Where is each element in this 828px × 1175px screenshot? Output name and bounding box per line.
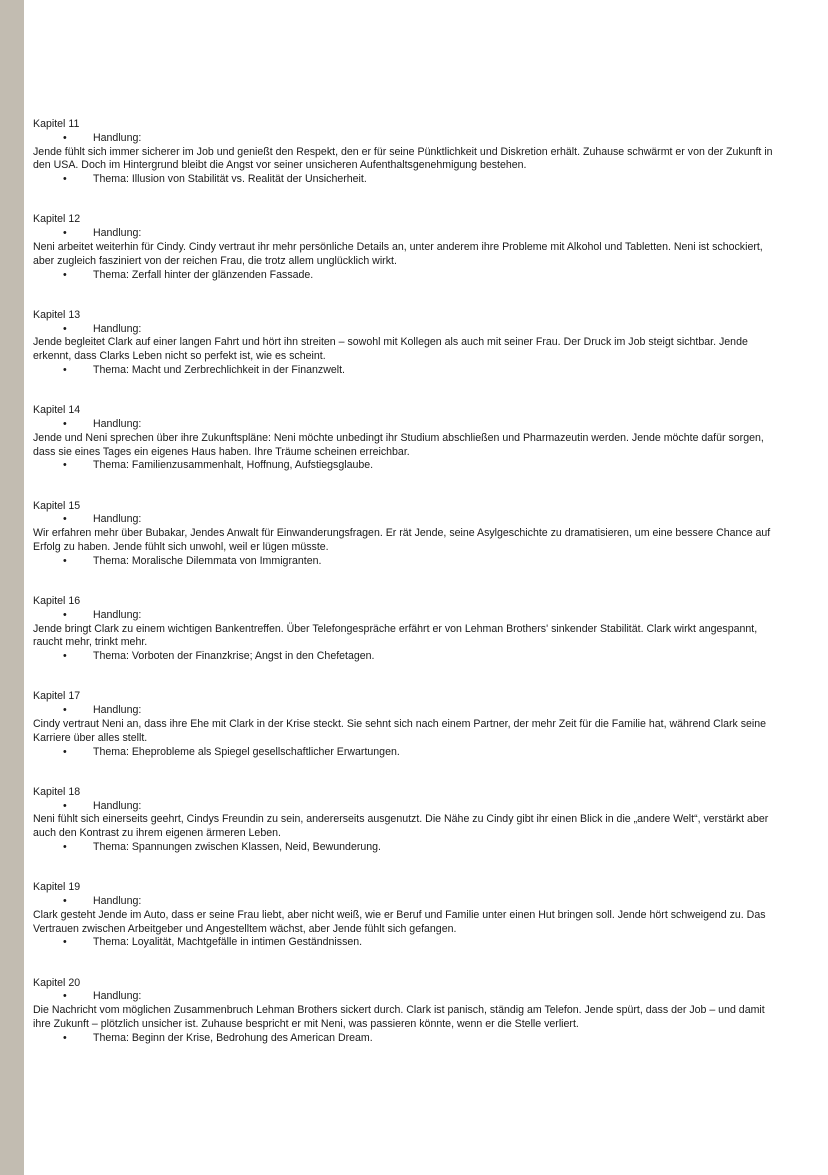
chapter-title: Kapitel 20: [33, 976, 81, 989]
document-page: [33, 118, 773, 1072]
chapter-title: Kapitel 15: [33, 499, 81, 512]
side-margin-bar: [0, 0, 24, 1175]
thema-text: Thema: Familienzusammenhalt, Hoffnung, Aufstiegsglaube.: [93, 459, 374, 472]
handlung-bullet: [33, 513, 773, 527]
chapter-16: [33, 595, 773, 690]
handlung-bullet: [33, 418, 773, 432]
chapter-title: Kapitel 16: [33, 594, 81, 607]
chapter-body: Neni fühlt sich einerseits geehrt, Cindys Freundin zu sein, andererseits ausgenutzt. Die Nähe zu Cindy gibt ihr einen Blick in die „andere Welt“, verstärkt aber auch den Kontrast zu ihrem eigenen ärmeren Leben.: [33, 813, 769, 840]
thema-text: Thema: Macht und Zerbrechlichkeit in der Finanzwelt.: [93, 363, 346, 376]
chapter-title: Kapitel 13: [33, 308, 81, 321]
bullet-icon: •: [63, 1031, 67, 1044]
handlung-bullet: [33, 895, 773, 909]
handlung-label: Handlung:: [93, 131, 142, 144]
handlung-label: Handlung:: [93, 990, 142, 1003]
chapter-body: Jende und Neni sprechen über ihre Zukunftspläne: Neni möchte unbedingt ihr Studium abschließen und Pharmazeutin werden. Jende möchte dafür sorgen, dass sie eines Tages ein eigenes Haus haben. Ihre Träume scheinen erreichbar.: [33, 431, 764, 458]
handlung-bullet: [33, 704, 773, 718]
bullet-icon: •: [63, 554, 67, 567]
handlung-label: Handlung:: [93, 417, 142, 430]
chapter-body: Jende fühlt sich immer sicherer im Job und genießt den Respekt, den er für seine Pünktlichkeit und Diskretion erhält. Zuhause schwärmt er von der Zukunft in den USA. Doch im Hintergrund bleibt die Angst vor seiner unsicheren Aufenthaltsgenehmigung bestehen.: [33, 145, 773, 172]
bullet-icon: •: [63, 417, 67, 430]
bullet-icon: •: [63, 894, 67, 907]
chapter-body: Cindy vertraut Neni an, dass ihre Ehe mit Clark in der Krise steckt. Sie sehnt sich nach einem Partner, der mehr Zeit für die Familie hat, während Clark seine Karriere über alles stellt.: [33, 717, 767, 744]
bullet-icon: •: [63, 268, 67, 281]
bullet-icon: •: [63, 322, 67, 335]
chapter-19: [33, 881, 773, 976]
bullet-icon: •: [63, 840, 67, 853]
handlung-label: Handlung:: [93, 227, 142, 240]
bullet-icon: •: [63, 745, 67, 758]
handlung-label: Handlung:: [93, 704, 142, 717]
bullet-icon: •: [63, 799, 67, 812]
chapter-12: [33, 213, 773, 308]
bullet-icon: •: [63, 936, 67, 949]
chapter-body: Die Nachricht vom möglichen Zusammenbruch Lehman Brothers sickert durch. Clark ist panisch, ständig am Telefon. Jende spürt, dass der Job – und damit ihre Zukunft – plötzlich unsicher ist. Zuhause bespricht er mit Neni, was passieren könnte, wenn er die Stelle verliert.: [33, 1004, 765, 1030]
bullet-icon: •: [63, 650, 67, 663]
bullet-icon: •: [63, 173, 67, 186]
chapter-15: [33, 500, 773, 595]
bullet-icon: •: [63, 704, 67, 717]
handlung-label: Handlung:: [93, 608, 142, 621]
thema-bullet: [33, 459, 773, 473]
bullet-icon: •: [63, 363, 67, 376]
thema-bullet: [33, 936, 773, 950]
handlung-label: Handlung:: [93, 799, 142, 812]
chapter-title: Kapitel 11: [33, 118, 80, 130]
chapter-title: Kapitel 14: [33, 404, 81, 417]
thema-text: Thema: Eheprobleme als Spiegel gesellschaftlicher Erwartungen.: [93, 745, 400, 758]
chapter-title: Kapitel 19: [33, 881, 81, 894]
chapter-body: Wir erfahren mehr über Bubakar, Jendes Anwalt für Einwanderungsfragen. Er rät Jende, seine Asylgeschichte zu dramatisieren, um eine bessere Chance auf Erfolg zu haben. Jende fühlt sich unwohl, weil er lügen müsste.: [33, 527, 771, 553]
handlung-bullet: [33, 800, 773, 814]
thema-text: Thema: Zerfall hinter der glänzenden Fassade.: [93, 268, 314, 281]
handlung-bullet: [33, 227, 773, 241]
chapter-body: Neni arbeitet weiterhin für Cindy. Cindy vertraut ihr mehr persönliche Details an, unter anderem ihre Probleme mit Alkohol und Tabletten. Neni ist schockiert, aber zugleich fasziniert von der reichen Frau, die trotz allem unglücklich wirkt.: [33, 240, 763, 267]
thema-bullet: [33, 841, 773, 855]
thema-text: Thema: Spannungen zwischen Klassen, Neid, Bewunderung.: [93, 840, 381, 853]
chapter-13: [33, 309, 773, 404]
chapter-17: [33, 690, 773, 785]
handlung-label: Handlung:: [93, 322, 142, 335]
thema-text: Thema: Illusion von Stabilität vs. Realität der Unsicherheit.: [93, 173, 367, 186]
thema-bullet: [33, 746, 773, 760]
thema-bullet: [33, 555, 773, 569]
chapter-20: [33, 977, 773, 1072]
handlung-label: Handlung:: [93, 513, 142, 526]
handlung-bullet: [33, 323, 773, 337]
chapter-11: [33, 118, 773, 213]
chapter-18: [33, 786, 773, 881]
thema-text: Thema: Loyalität, Machtgefälle in intimen Geständnissen.: [93, 936, 363, 949]
handlung-bullet: [33, 609, 773, 623]
handlung-bullet: [33, 990, 773, 1004]
thema-bullet: [33, 364, 773, 378]
thema-text: Thema: Moralische Dilemmata von Immigranten.: [93, 554, 322, 567]
chapter-body: Jende begleitet Clark auf einer langen Fahrt und hört ihn streiten – sowohl mit Kollegen als auch mit seiner Frau. Der Druck im Job steigt sichtbar. Jende erkennt, dass Clarks Leben nicht so perfekt ist, wie es scheint.: [33, 336, 748, 363]
bullet-icon: •: [63, 459, 67, 472]
chapter-body: Jende bringt Clark zu einem wichtigen Bankentreffen. Über Telefongespräche erfährt er von Lehman Brothers' sinkender Stabilität. Clark wirkt angespannt, raucht mehr, trinkt mehr.: [33, 622, 758, 649]
bullet-icon: •: [63, 227, 67, 240]
handlung-bullet: [33, 132, 773, 146]
thema-bullet: [33, 1032, 773, 1046]
handlung-label: Handlung:: [93, 894, 142, 907]
thema-text: Thema: Vorboten der Finanzkrise; Angst in den Chefetagen.: [93, 650, 375, 663]
chapter-title: Kapitel 18: [33, 785, 81, 798]
chapter-title: Kapitel 12: [33, 213, 81, 226]
thema-bullet: [33, 269, 773, 283]
chapter-14: [33, 404, 773, 499]
chapter-title: Kapitel 17: [33, 690, 81, 703]
bullet-icon: •: [63, 608, 67, 621]
bullet-icon: •: [63, 513, 67, 526]
bullet-icon: •: [63, 990, 67, 1003]
thema-text: Thema: Beginn der Krise, Bedrohung des American Dream.: [93, 1031, 373, 1044]
bullet-icon: •: [63, 131, 67, 144]
chapter-body: Clark gesteht Jende im Auto, dass er seine Frau liebt, aber nicht weiß, wie er Beruf und Familie unter einen Hut bringen soll. Jende hört schweigend zu. Das Vertrauen zwischen Arbeitgeber und Angestelltem wächst, aber Jende fühlt sich gefangen.: [33, 908, 766, 935]
thema-bullet: [33, 173, 773, 187]
thema-bullet: [33, 650, 773, 664]
